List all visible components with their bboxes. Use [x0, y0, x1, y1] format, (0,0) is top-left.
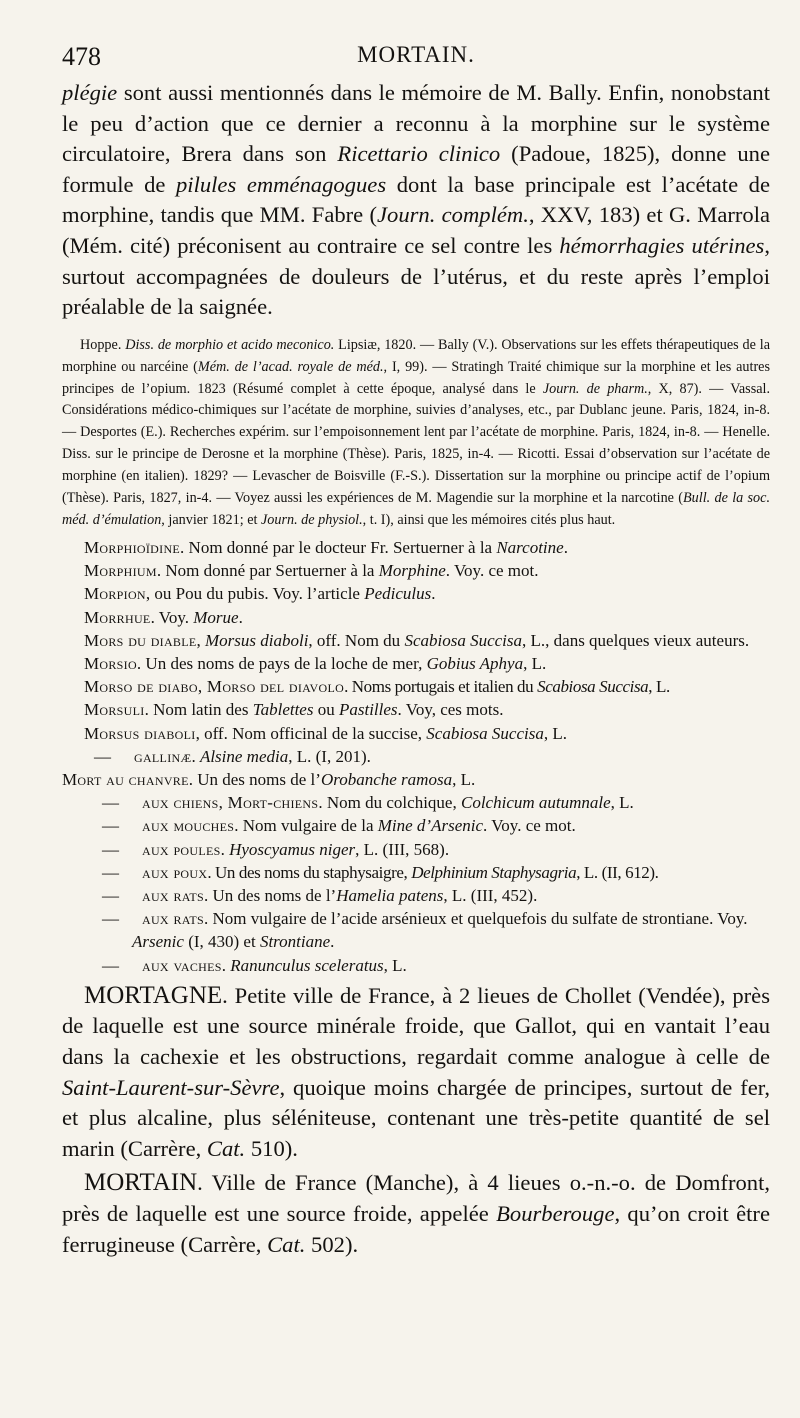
- entry-headword: Morsus diaboli: [84, 723, 196, 743]
- text-run: .: [330, 932, 335, 952]
- text-run: . Un des noms de l’: [188, 769, 321, 789]
- text-italic: Journ. de physiol.: [260, 512, 363, 528]
- text-run: .: [221, 955, 231, 975]
- text-run: , ou Pou du pubis. Voy. l’article: [145, 584, 365, 604]
- ditto-dash: —: [102, 909, 119, 929]
- entry-aux-poux: [62, 861, 770, 884]
- text-run: .: [238, 607, 243, 627]
- ditto-dash: —: [102, 793, 119, 813]
- text-italic: Pediculus: [364, 584, 432, 604]
- text-italic: Bourberouge: [496, 1200, 615, 1226]
- text-run: , off. Nom officinal de la succise,: [195, 723, 427, 743]
- text-run: . Ville de France (Manche), à 4 lieues o.-n.-o. de Domfront, près de laquelle est une source froide, appelée: [62, 1170, 770, 1226]
- entry-headword-large: MORTAGNE: [84, 981, 223, 1009]
- text-run: . Un des noms de pays de la loche de mer,: [136, 653, 427, 673]
- entry-subword: aux poules: [142, 839, 221, 859]
- ditto-dash: —: [94, 746, 111, 766]
- entry-aux-poules: [62, 838, 770, 861]
- entry-mort-au-chanvre: [62, 768, 770, 791]
- text-run: , L.: [610, 793, 634, 813]
- bibliography: [62, 335, 770, 532]
- text-italic: Scabiosa Succisa: [404, 630, 523, 650]
- text-run: , L. (III, 568).: [355, 839, 450, 859]
- text-italic: Ricettario clinico: [337, 141, 501, 167]
- text-run: . Voy. ce mot.: [483, 816, 576, 836]
- text-run: , X, 87). — Vassal. Considérations médico-chimiques sur l’acétate de morphine, suivies d’analyses, etc., par Dublanc jeune. Paris, 1824, in-8. — Desportes (E.). Recherches expérim. sur l’empoisonnement lent par l’acétate de morphine. Paris, 1824, in-8. — Henelle. Diss. sur le principe de Derosne et la morphine (Thèse). Paris, 1825, in-4. — Ricotti. Essai d’observation sur l’acétate de morphine (en italien). 1829? — Levascher de Boisville (F.-S.). Dissertation sur la morphine ou principe actif de l’opium (Thèse). Paris, 1827, in-4. — Voyez aussi les expériences de M. Magendie sur la morphine et la narcotine (: [62, 380, 771, 507]
- ditto-dash: —: [102, 862, 119, 882]
- entry-headword-large: MORTAIN: [84, 1169, 198, 1197]
- entry-headword: Morsuli: [84, 700, 145, 720]
- entry-morphium: [62, 559, 770, 582]
- text-run: ou: [313, 700, 339, 720]
- text-italic: Orobanche ramosa: [320, 769, 453, 789]
- text-run: . Nom latin des: [144, 700, 253, 720]
- text-italic: pilules emménagogues: [176, 171, 387, 197]
- text-italic: Saint-Laurent-sur-Sèvre: [62, 1074, 280, 1100]
- text-italic: Diss. de morphio et acido meconico.: [125, 336, 335, 353]
- text-run: . Noms portugais et italien du: [344, 677, 538, 697]
- text-run: (Padoue, 1825), donne une formule de: [62, 141, 770, 197]
- entry-aux-vaches: [62, 954, 770, 977]
- entry-headword: Morphioïdine: [84, 537, 181, 557]
- text-italic: Cat.: [206, 1135, 246, 1161]
- text-run: . Un des noms de l’: [204, 885, 337, 905]
- text-italic: Narcotine: [496, 537, 564, 557]
- page-number: 478: [62, 42, 101, 71]
- text-run: , L.: [543, 723, 567, 743]
- page-header: [62, 36, 770, 78]
- entry-subword: aux chiens, Mort-chiens: [142, 793, 319, 813]
- entry-subword: aux mouches: [142, 816, 235, 836]
- text-run: , off. Nom du: [308, 630, 405, 650]
- text-italic: Scabiosa Succisa: [426, 723, 544, 743]
- running-head: MORTAIN.: [357, 42, 475, 67]
- text-run: , L. (III, 452).: [443, 885, 538, 905]
- text-run: , qu’on croit être ferrugineuse (Carrère,: [62, 1200, 770, 1257]
- text-run: Lipsiæ, 1820. — Bally (V.). Observations sur les effets thérapeutiques de la morphine ou narcéine (: [62, 336, 770, 375]
- text-italic: Hyoscyamus niger: [229, 839, 356, 859]
- dictionary-entries: [62, 536, 770, 977]
- text-italic: Hamelia patens: [336, 885, 444, 905]
- text-run: . Nom du colchique,: [318, 793, 461, 813]
- entry-headword: Morsio: [84, 653, 137, 673]
- text-run: (I, 430) et: [183, 932, 260, 952]
- text-run: , I, 99). — Stratingh Traité chimique sur la morphine et les autres principes de l’opium. 1823 (Résumé complet à cette époque, analysé dans le: [62, 358, 771, 397]
- entry-subword: aux poux: [142, 862, 208, 882]
- entry-morsus-diaboli: [62, 722, 770, 745]
- text-run: .: [220, 839, 230, 859]
- text-italic: Gobius Aphya: [426, 653, 524, 673]
- text-run: . Voy. ce mot.: [445, 561, 539, 581]
- text-italic: Mém. de l’acad. royale de méd.: [197, 358, 384, 375]
- text-run: . Nom donné par Sertuerner à la: [156, 561, 379, 581]
- text-run: . Voy.: [150, 607, 194, 627]
- text-italic: Ranunculus sceleratus: [230, 955, 384, 975]
- ditto-dash: —: [102, 955, 119, 975]
- entry-headword: Morpion: [84, 584, 146, 604]
- text-run: , L.: [452, 769, 476, 789]
- entry-morphioidine: [62, 536, 770, 559]
- entry-headword: Mors du diable: [84, 630, 197, 650]
- text-italic: Pastilles: [338, 700, 398, 720]
- text-run: , surtout accompagnées de douleurs de l’utérus, et du reste après l’emploi préalable de la saignée.: [62, 232, 770, 320]
- text-italic: Arsenic: [132, 932, 184, 952]
- text-run: 502).: [305, 1231, 359, 1257]
- text-italic: Alsine media: [199, 746, 289, 766]
- text-italic: Journ. de pharm.: [542, 380, 648, 397]
- entry-aux-mouches: [62, 814, 770, 837]
- entry-aux-rats-1: [62, 884, 770, 907]
- text-run: , L. (II, 612).: [576, 862, 659, 882]
- intro-paragraph: [62, 78, 770, 323]
- text-run: , janvier 1821; et: [161, 512, 261, 528]
- text-run: dont la base principale est l’acétate de morphine, tandis que MM. Fabre (: [62, 171, 770, 228]
- entry-morsuli: [62, 698, 770, 721]
- text-italic: Scabiosa Succisa: [537, 677, 649, 697]
- text-italic: Colchicum autumnale: [460, 793, 611, 813]
- text-italic: Tablettes: [252, 700, 314, 720]
- entry-subword: aux rats: [142, 885, 204, 905]
- text-italic: Morsus diaboli: [204, 630, 309, 650]
- text-italic: plégie: [62, 80, 118, 105]
- entry-morpion: [62, 582, 770, 605]
- text-italic: hémorrhagies utérines: [559, 232, 765, 258]
- text-italic: Mine d’Arsenic: [377, 816, 484, 836]
- entry-subword: aux vaches: [142, 955, 222, 975]
- text-run: .: [431, 584, 436, 604]
- entry-headword: Morso de diabo, Morso del diavolo: [84, 677, 345, 697]
- entry-aux-rats-2: [62, 907, 770, 953]
- entry-morsio: [62, 652, 770, 675]
- text-italic: Strontiane: [259, 932, 331, 952]
- text-run: , L. (I, 201).: [288, 746, 371, 766]
- text-italic: Morue: [193, 607, 239, 627]
- text-run: , L., dans quelques vieux auteurs.: [522, 630, 750, 650]
- entry-subword: aux rats: [142, 909, 204, 929]
- text-italic: Cat.: [267, 1231, 306, 1257]
- text-run: , L.: [383, 955, 407, 975]
- text-run: , t. I), ainsi que les mémoires cités plus haut.: [362, 512, 616, 528]
- text-run: 510).: [245, 1135, 298, 1161]
- text-run: ,: [196, 630, 205, 650]
- text-run: .: [563, 537, 568, 557]
- text-run: , L.: [523, 653, 547, 673]
- text-run: . Nom vulgaire de la: [234, 816, 378, 836]
- ditto-dash: —: [102, 885, 119, 905]
- text-run: .: [191, 746, 200, 766]
- entry-aux-chiens: [62, 791, 770, 814]
- text-run: sont aussi mentionnés dans le mémoire de M. Bally. Enfin, nonobstant le peu d’action que ce dernier a reconnu à la morphine sur le système circulatoire, Brera dans son: [62, 80, 770, 167]
- entry-mortagne: [62, 981, 770, 1165]
- entry-headword: Mort au chanvre: [62, 769, 189, 789]
- text-run: . Petite ville de France, à 2 lieues de Chollet (Vendée), près de laquelle est une source minérale froide, que Gallot, qui en vantait l’eau dans la cachexie et les obstructions, regardait comme analogue à celle de: [62, 982, 770, 1069]
- text-run: . Nom vulgaire de l’acide arsénieux et quelquefois du sulfate de strontiane. Voy.: [204, 909, 748, 929]
- text-run: , XXV, 183) et G. Marrola (Mém. cité) préconisent au contraire ce sel contre les: [62, 202, 770, 258]
- text-run: . Un des noms du staphysaigre,: [207, 862, 412, 882]
- text-italic: Journ. complém.: [377, 202, 529, 228]
- entry-subword: gallinæ: [134, 746, 192, 766]
- text-run: . Voy, ces mots.: [397, 700, 504, 720]
- entry-headword: Morphium: [84, 561, 157, 581]
- text-italic: Delphinium Staphysagria: [411, 862, 577, 882]
- text-run: . Nom donné par le docteur Fr. Sertuerner à la: [180, 537, 497, 557]
- entry-gallinae: [62, 745, 770, 768]
- text-run: , quoique moins chargée de principes, surtout de fer, et plus alcaline, plus séléniteuse, contenant une très-petite quantité de sel marin (Carrère,: [62, 1074, 770, 1161]
- ditto-dash: —: [102, 839, 119, 859]
- text-run: , L.: [648, 677, 670, 697]
- ditto-dash: —: [102, 816, 119, 836]
- text-run: Hoppe.: [80, 336, 126, 353]
- entry-morso-de-diabo: [62, 675, 770, 698]
- entry-headword: Morrhue: [84, 607, 151, 627]
- entry-morrhue: [62, 606, 770, 629]
- text-italic: Bull. de la soc. méd. d’émulation: [62, 490, 770, 528]
- entry-mors-du-diable: [40, 629, 770, 652]
- entry-mortain: [62, 1168, 770, 1260]
- text-italic: Morphine: [378, 561, 446, 581]
